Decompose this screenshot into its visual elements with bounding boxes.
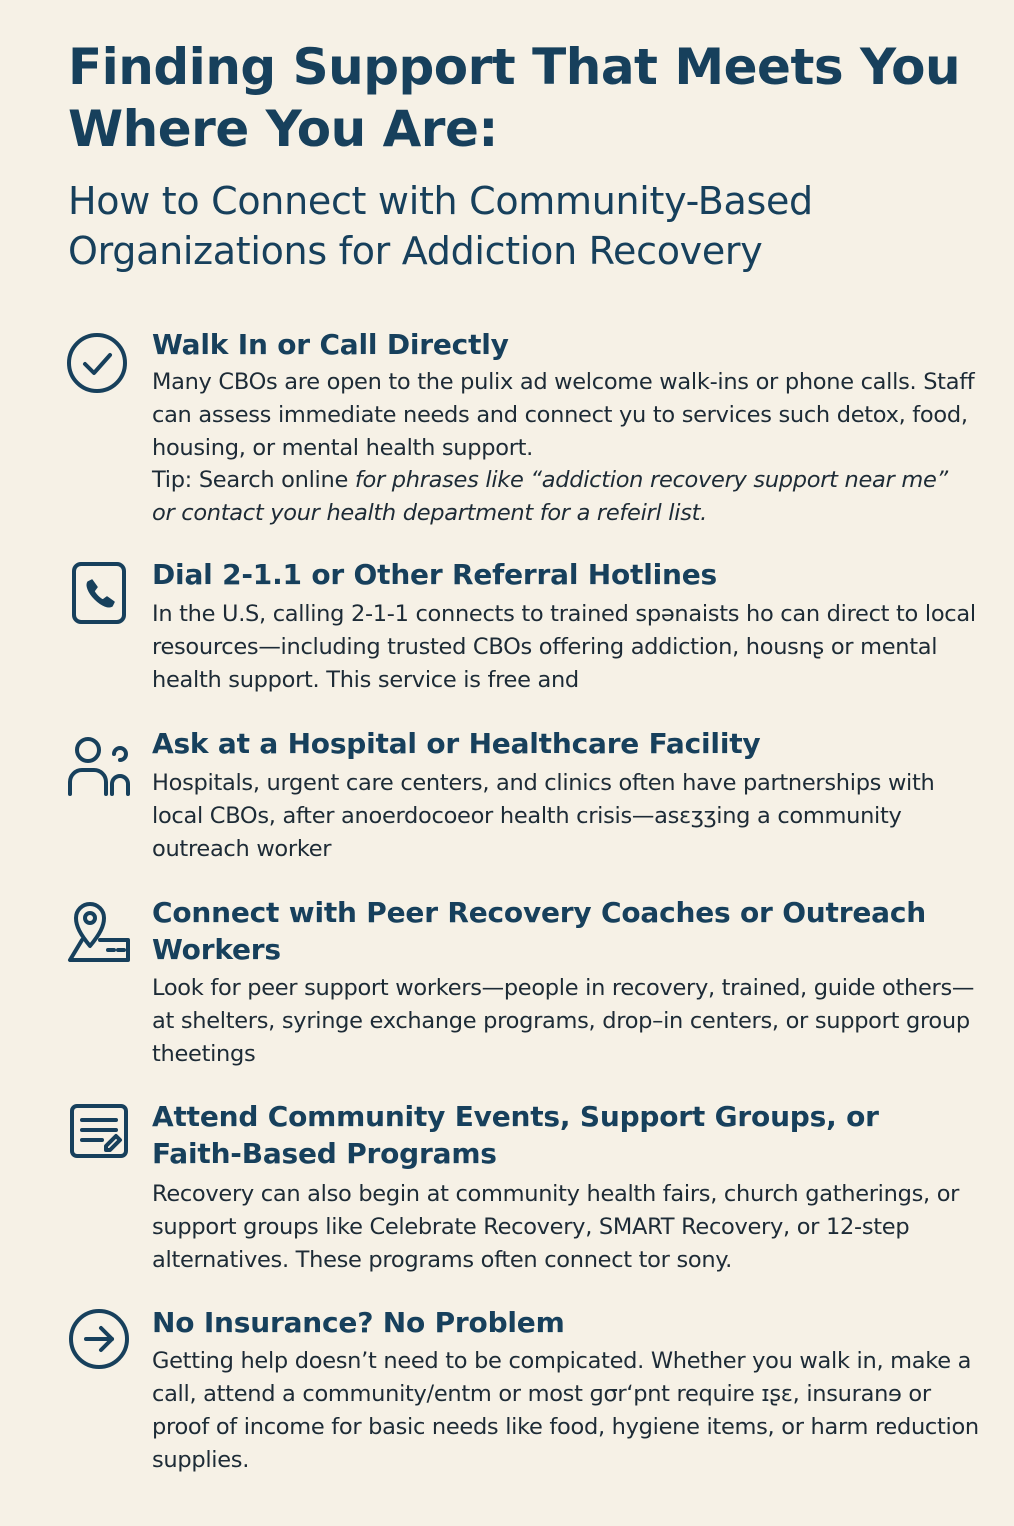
section-body: In the U.S, calling 2-1-1 connects to trained spənaists ho can direct to local resources—including trusted CBOs offering addiction, housnʂ or mental health support. This service is free and xyxy=(152,601,976,693)
section-body: Many CBOs are open to the pulix ad welcome walk-ins or phone calls. Staff can assess immediate needs and connect yu to services such detox, food, housing, or mental health support. xyxy=(152,369,975,461)
section-heading: Attend Community Events, Support Groups, or Faith-Based Programs xyxy=(152,1100,879,1170)
section-body: Hospitals, urgent care centers, and clinics often have partnerships with local CBOs, after anoerdocoeor health crisis—asɛʒʒing a community outreach worker xyxy=(152,770,935,862)
section-heading: Connect with Peer Recovery Coaches or Outreach Workers xyxy=(152,896,926,966)
people-icon xyxy=(66,732,132,798)
section-heading: Walk In or Call Directly xyxy=(152,328,509,361)
tip-text: Search online xyxy=(191,467,349,493)
section-heading: Ask at a Hospital or Healthcare Facility xyxy=(152,727,761,760)
section-heading: Dial 2-1.1 or Other Referral Hotlines xyxy=(152,558,718,591)
check-circle-icon xyxy=(66,330,132,396)
page-subtitle: How to Connect with Community-Based Organizations for Addiction Recovery xyxy=(68,179,813,273)
tip-label: Tip: xyxy=(152,467,192,493)
section-heading: No Insurance? No Problem xyxy=(152,1306,565,1339)
arrow-right-circle-icon xyxy=(66,1306,132,1372)
document-icon xyxy=(66,1098,132,1164)
section-tip xyxy=(152,464,952,530)
section-body: Getting help doesn’t need to be compicated. Whether you walk in, make a call, attend a community/entm or most ɡσrʻpnt require ɪʂɛ, insuranɘ or proof of income for basic needs like food, hygiene items, or harm reduction supplies. xyxy=(152,1348,979,1473)
section-body: Look for peer support workers—people in recovery, trained, guide others—at shelters, syringe exchange programs, drop–in centers, or support group theetings xyxy=(152,975,975,1067)
map-pin-icon xyxy=(66,898,132,964)
section-body: Recovery can also begin at community health fairs, church gatherings, or support groups like Celebrate Recovery, SMART Recovery, or 12-step alternatives. These programs often connect tor sony. xyxy=(152,1181,960,1273)
tip-italic-text: for phrases like “addiction recovery support near me” or contact your health department for a refeirl list. xyxy=(152,467,948,526)
page-title: Finding Support That Meets You Where You Are: xyxy=(68,38,961,158)
phone-icon xyxy=(66,560,132,626)
